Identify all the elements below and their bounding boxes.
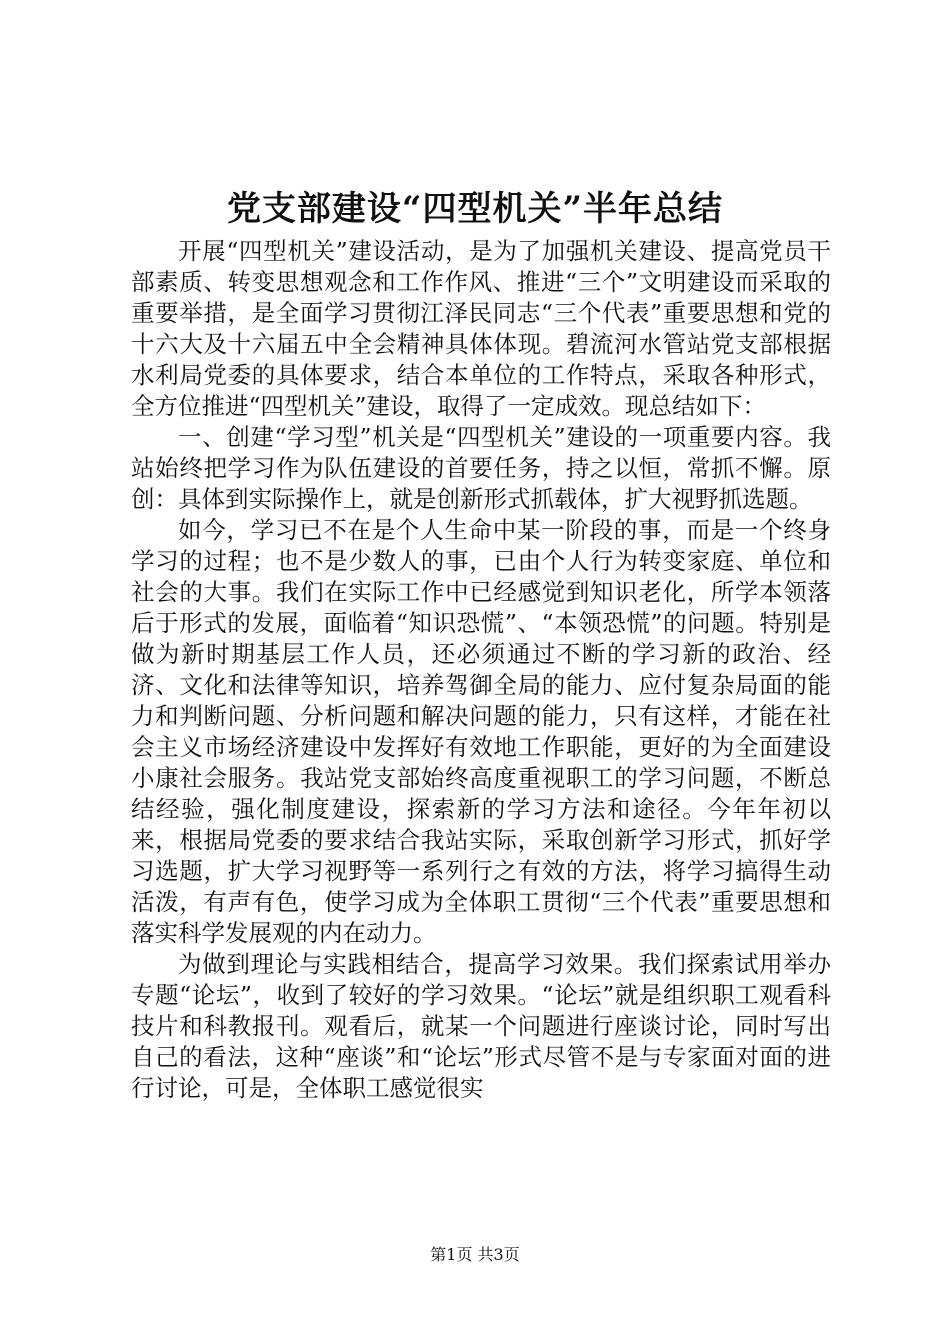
document-title: 党支部建设“四型机关”半年总结: [226, 189, 724, 229]
paragraph-forum: 为做到理论与实践相结合，提高学习效果。我们探索试用举办专题“论坛”，收到了较好的学习效果。“论坛”就是组织职工观看科技片和科教报刊。观看后，就某一个问题进行座谈讨论，同时写出自己的看法，这种“座谈”和“论坛”形式尽管不是与专家面对面的进行讨论，可是，全体职工感觉很实: [131, 950, 831, 1102]
document-body: [131, 236, 831, 1104]
paragraph-lifelong-learning: 如今，学习已不在是个人生命中某一阶段的事，而是一个终身学习的过程；也不是少数人的事，已由个人行为转变家庭、单位和社会的大事。我们在实际工作中已经感觉到知识老化，所学本领落后于形式的发展，面临着“知识恐慌”、“本领恐慌”的问题。特别是做为新时期基层工作人员，还必须通过不断的学习新的政治、经济、文化和法律等知识，培养驾御全局的能力、应付复杂局面的能力和判断问题、分析问题和解决问题的能力，只有这样，才能在社会主义市场经济建设中发挥好有效地工作职能，更好的为全面建设小康社会服务。我站党支部始终高度重视职工的学习问题，不断总结经验，强化制度建设，探索新的学习方法和途径。今年年初以来，根据局党委的要求结合我站实际，采取创新学习形式，抓好学习选题，扩大学习视野等一系列行之有效的方法，将学习搞得生动活泼，有声有色，使学习成为全体职工贯彻“三个代表”重要思想和落实科学发展观的内在动力。: [131, 516, 831, 947]
paragraph-intro: 开展“四型机关”建设活动，是为了加强机关建设、提高党员干部素质、转变思想观念和工作作风、推进“三个”文明建设而采取的重要举措，是全面学习贯彻江泽民同志“三个代表”重要思想和党的十六大及十六届五中全会精神具体体现。碧流河水管站党支部根据水利局党委的具体要求，结合本单位的工作特点，采取各种形式，全方位推进“四型机关”建设，取得了一定成效。现总结如下：: [131, 237, 831, 420]
page-number-footer: 第1页 共3页: [430, 1245, 520, 1264]
paragraph-learning-organization: 一、创建“学习型”机关是“四型机关”建设的一项重要内容。我站始终把学习作为队伍建设的首要任务，持之以恒，常抓不懈。原创：具体到实际操作上，就是创新形式抓载体，扩大视野抓选题。: [131, 423, 831, 513]
